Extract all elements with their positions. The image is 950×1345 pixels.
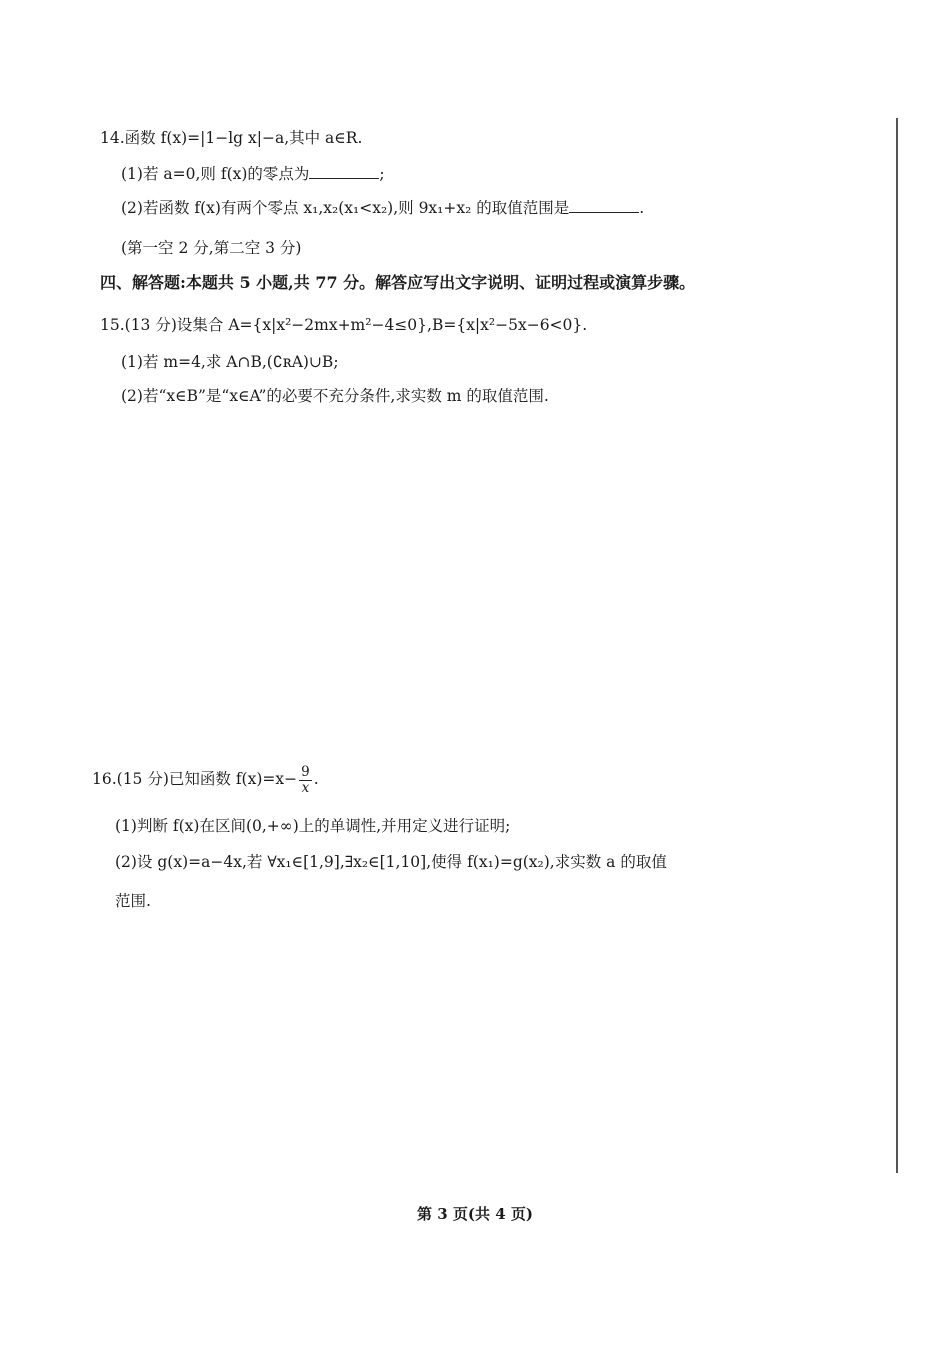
q14-part2-text: (2)若函数 f(x)有两个零点 x₁,x₂(x₁<x₂),则 9x₁+x₂ 的取值范围是 xyxy=(121,199,570,217)
q15-part1: (1)若 m=4,求 A∩B,(∁ʀA)∪B; xyxy=(121,353,339,371)
q16-stem-text: 16.(15 分)已知函数 f(x)=x− xyxy=(92,770,298,788)
q16-part1: (1)判断 f(x)在区间(0,+∞)上的单调性,并用定义进行证明; xyxy=(115,817,511,835)
q16-fraction-denominator: x xyxy=(301,779,310,796)
q14-part1 xyxy=(121,163,385,185)
q14-stem: 14.函数 f(x)=|1−lg x|−a,其中 a∈R. xyxy=(100,129,363,147)
q16-stem-suffix: . xyxy=(313,770,319,788)
page-number-footer: 第 3 页(共 4 页) xyxy=(417,1205,533,1223)
q16-part2-line2: 范围. xyxy=(115,892,151,910)
margin-rule xyxy=(896,118,898,1173)
q16-part2-line1: (2)设 g(x)=a−4x,若 ∀x₁∈[1,9],∃x₂∈[1,10],使得 f(x₁)=g(x₂),求实数 a 的取值 xyxy=(115,853,667,871)
q14-part2-suffix: . xyxy=(639,199,645,217)
q14-part2 xyxy=(121,197,644,219)
q14-part1-suffix: ; xyxy=(379,165,385,183)
section-heading: 四、解答题:本题共 5 小题,共 77 分。解答应写出文字说明、证明过程或演算步骤。 xyxy=(100,273,696,292)
q14-answer-blank-1[interactable] xyxy=(309,164,379,179)
q15-part2: (2)若“x∈B”是“x∈A”的必要不充分条件,求实数 m 的取值范围. xyxy=(121,387,549,405)
q16-fraction xyxy=(299,765,312,796)
q14-part1-text: (1)若 a=0,则 f(x)的零点为 xyxy=(121,165,310,183)
q14-answer-blank-2[interactable] xyxy=(569,198,639,213)
q16-fraction-numerator: 9 xyxy=(301,763,310,780)
q14-scoring-note: (第一空 2 分,第二空 3 分) xyxy=(121,239,302,257)
q15-stem: 15.(13 分)设集合 A={x|x²−2mx+m²−4≤0},B={x|x²−5x−6<0}. xyxy=(100,316,588,334)
q16-stem xyxy=(92,762,319,796)
